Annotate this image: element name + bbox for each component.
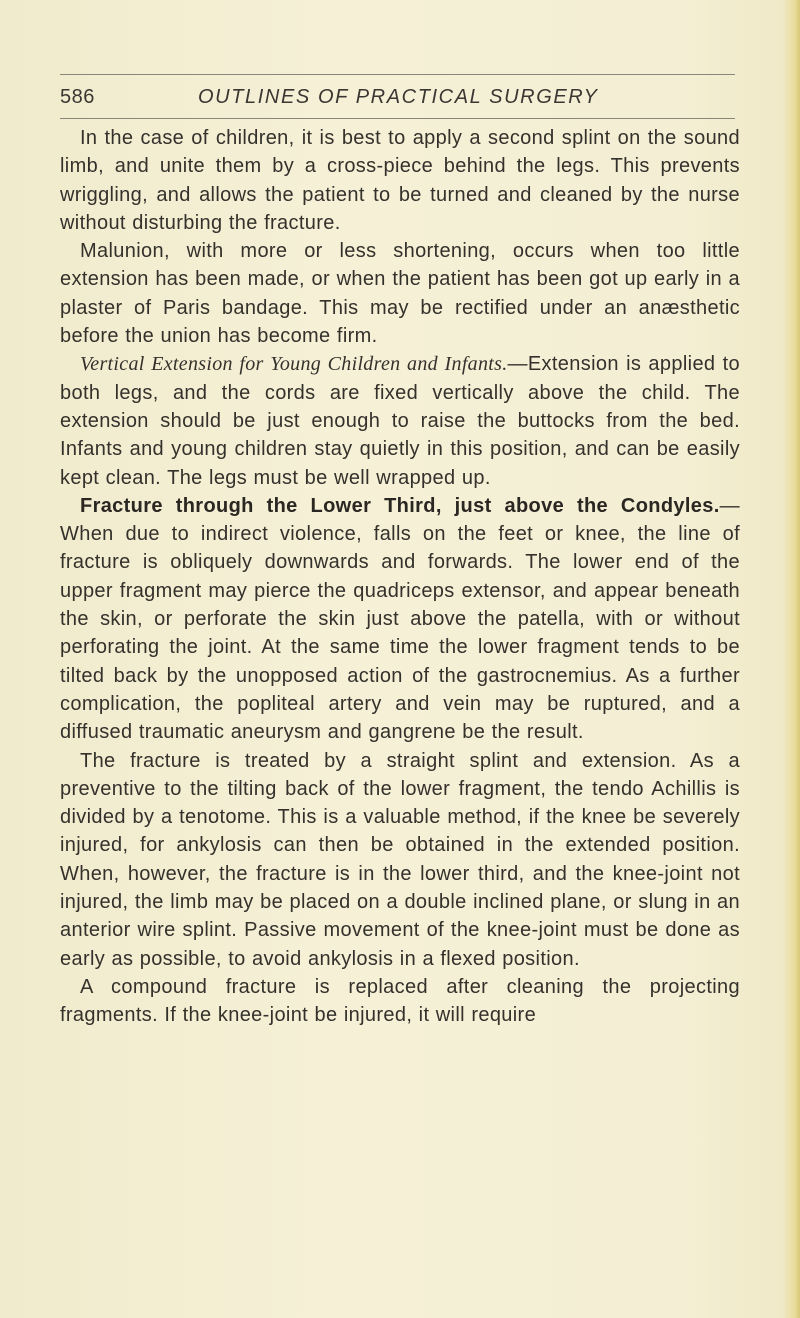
header-top-rule: [60, 74, 735, 75]
header-bottom-rule: [60, 118, 735, 119]
paragraph-treatment: [60, 747, 740, 973]
paragraph-vertical-extension: [60, 350, 740, 491]
paragraph-compound-fracture: [60, 973, 740, 1030]
paragraph-text: The fracture is treated by a straight splint and extension. As a preventive to the tilting back of the lower fragment, the tendo Achillis is divided by a tenotome. This is a valuable method, if the knee be severely injured, for ankylosis can then be obtained in the extended position. When, however, the fracture is in the lower third, and the knee-joint not injured, the limb may be placed on a double inclined plane, or slung in an anterior wire splint. Passive movement of the knee-joint must be done as early as possible, to avoid ankylosis in a flexed position.: [60, 749, 740, 970]
paragraph-text: Malunion, with more or less shortening, occurs when too little extension has been made, or when the patient has been got up early in a plaster of Paris bandage. This may be rectified under an anæsthetic before the union has become firm.: [60, 240, 740, 348]
paragraph-text: In the case of children, it is best to apply a second splint on the sound limb, and unite them by a cross-piece behind the legs. This prevents wriggling, and allows the patient to be turned and cleaned by the nurse without disturbing the fracture.: [60, 127, 740, 234]
paragraph-malunion: [60, 237, 740, 350]
page-edge-shadow: [782, 0, 800, 1318]
paragraph-text: —When due to indirect violence, falls on the feet or knee, the line of fracture is obliquely downwards and forwards. The lower end of the upper fragment may pierce the quadriceps extensor, and appear beneath the skin, or perforate the skin just above the patella, with or without perforating the joint. At the same time the lower fragment tends to be tilted back by the unopposed action of the gastrocnemius. As a further complication, the popliteal artery and vein may be ruptured, and a diffused traumatic aneurysm and gangrene be the result.: [60, 494, 740, 744]
section-heading-vertical-extension: Vertical Extension for Young Children and Infants.: [80, 353, 508, 376]
page-header: [60, 86, 735, 112]
body-text: [60, 124, 740, 1030]
section-heading-lower-third: Fracture through the Lower Third, just above the Condyles.: [80, 494, 720, 517]
paragraph-lower-third-fracture: [60, 492, 740, 747]
paragraph-text: A compound fracture is replaced after cleaning the projecting fragments. If the knee-joint be injured, it will require: [60, 975, 740, 1027]
running-title: OUTLINES OF PRACTICAL SURGERY: [198, 86, 599, 108]
paragraph-text: —Extension is applied to both legs, and the cords are fixed vertically above the child. The extension should be just enough to raise the buttocks from the bed. Infants and young children stay quietly in this position, and can be easily kept clean. The legs must be well wrapped up.: [60, 353, 740, 489]
paragraph-bilateral-splint: [60, 124, 740, 237]
page-number: 586: [60, 86, 95, 108]
